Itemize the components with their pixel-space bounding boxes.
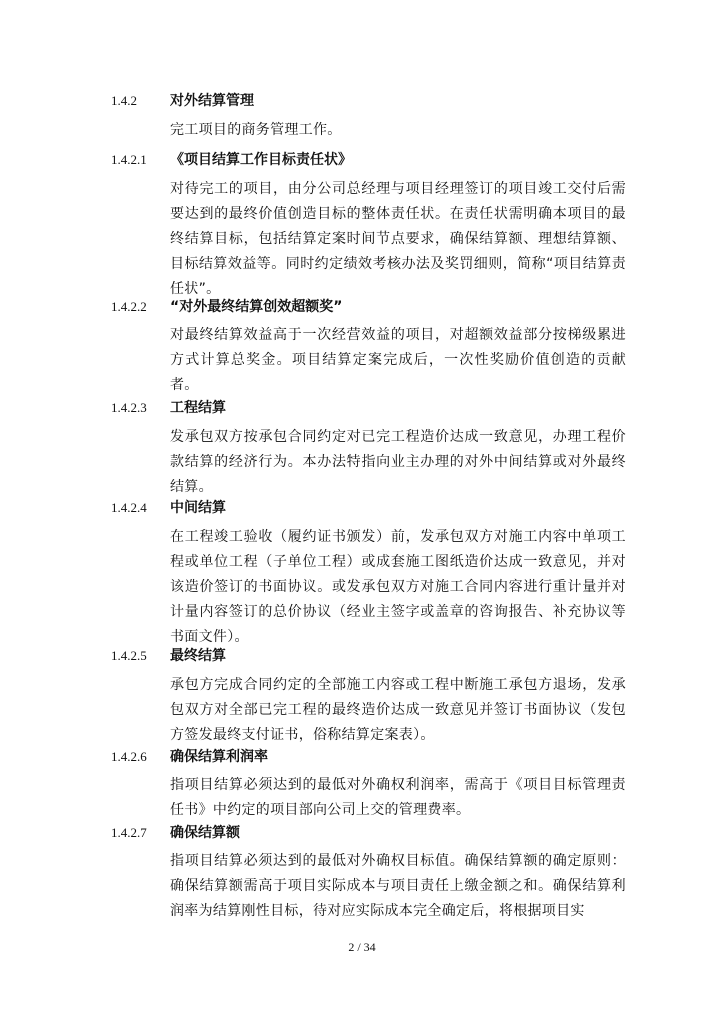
- section-heading-1-4-2-6: [0, 746, 724, 768]
- section-title: 确保结算额: [170, 825, 240, 841]
- section-number: 1.4.2.3: [111, 400, 147, 415]
- section-number: 1.4.2.6: [111, 749, 147, 764]
- section-title: 对外结算管理: [170, 93, 254, 109]
- section-title: 工程结算: [170, 400, 226, 416]
- section-body: 指项目结算必须达到的最低对外确权利润率，需高于《项目目标管理责任书》中约定的项目部向公司上交的管理费率。: [170, 777, 626, 818]
- section-heading-1-4-2-1: [0, 149, 724, 171]
- section-title: 中间结算: [170, 500, 226, 516]
- section-body: 完工项目的商务管理工作。: [170, 122, 342, 138]
- section-body: 在工程竣工验收（履约证书颁发）前，发承包双方对施工内容中单项工程或单位工程（子单位工程）或成套施工图纸造价达成一致意见，并对该造价签订的书面协议。或发承包双方对施工合同内容进行重计量并对计量内容签订的总价协议（经业主签字或盖章的咨询报告、补充协议等书面文件）。: [170, 529, 626, 645]
- section-heading-1-4-2-7: [0, 822, 724, 844]
- section-title: “对外最终结算创效超额奖”: [170, 299, 343, 315]
- section-body: 承包方完成合同约定的全部施工内容或工程中断施工承包方退场，发承包双方对全部已完工程的最终造价达成一致意见并签订书面协议（发包方签发最终支付证书，俗称结算定案表）。: [170, 677, 626, 743]
- section-heading-1-4-2: [0, 90, 724, 112]
- section-number: 1.4.2: [111, 93, 137, 108]
- section-number: 1.4.2.5: [111, 648, 147, 663]
- section-heading-1-4-2-2: [0, 296, 724, 318]
- section-body: 发承包双方按承包合同约定对已完工程造价达成一致意见，办理工程价款结算的经济行为。本办法特指向业主办理的对外中间结算或对外最终结算。: [170, 429, 626, 495]
- section-number: 1.4.2.2: [111, 299, 147, 314]
- section-body: 指项目结算必须达到的最低对外确权目标值。确保结算额的确定原则：确保结算额需高于项目实际成本与项目责任上缴金额之和。确保结算利润率为结算刚性目标，待对应实际成本完全确定后，将根据项目实: [170, 853, 626, 919]
- section-number: 1.4.2.7: [111, 825, 147, 840]
- page-number: 2 / 34: [348, 940, 376, 954]
- section-title: 确保结算利润率: [170, 749, 268, 765]
- section-title: 《项目结算工作目标责任状》: [170, 152, 352, 168]
- section-body: 对待完工的项目，由分公司总经理与项目经理签订的项目竣工交付后需要达到的最终价值创造目标的整体责任状。在责任状需明确本项目的最终结算目标，包括结算定案时间节点要求，确保结算额、理想结算额、目标结算效益等。同时约定绩效考核办法及奖罚细则，简称“项目结算责任状”。: [170, 181, 626, 297]
- section-heading-1-4-2-5: [0, 645, 724, 667]
- section-heading-1-4-2-4: [0, 497, 724, 519]
- section-heading-1-4-2-3: [0, 397, 724, 419]
- section-body: 对最终结算效益高于一次经营效益的项目，对超额效益部分按梯级累进方式计算总奖金。项目结算定案完成后，一次性奖励价值创造的贡献者。: [170, 327, 626, 393]
- section-title: 最终结算: [170, 648, 226, 664]
- section-number: 1.4.2.1: [111, 152, 147, 167]
- section-number: 1.4.2.4: [111, 500, 147, 515]
